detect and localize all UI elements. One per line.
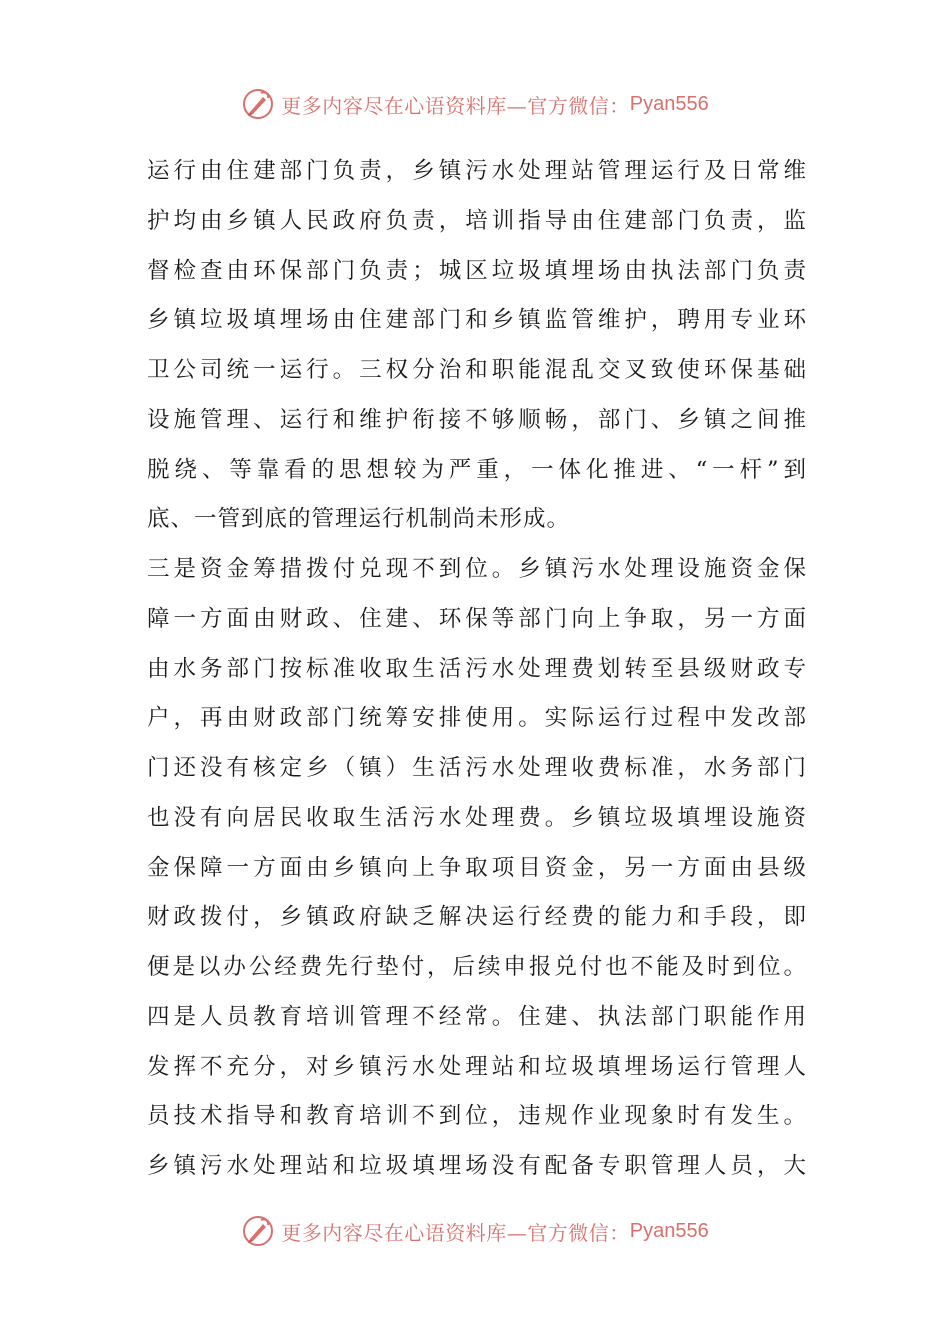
body-line: 三是资金筹措拨付兑现不到位。乡镇污水处理设施资金保 bbox=[147, 556, 807, 582]
pen-nib-icon bbox=[241, 1214, 275, 1248]
body-line: 督检查由环保部门负责；城区垃圾填埋场由执法部门负责 bbox=[147, 257, 807, 284]
body-line: 乡镇污水处理站和垃圾填埋场没有配备专职管理人员，大 bbox=[147, 1153, 807, 1179]
wechat-id: Pyan556 bbox=[629, 92, 709, 115]
body-line: 卫公司统一运行。三权分治和职能混乱交叉致使环保基础 bbox=[147, 357, 807, 383]
document-body bbox=[147, 147, 807, 1192]
banner-text: 更多内容尽在心语资料库—官方微信： bbox=[281, 93, 630, 118]
body-line: 四是人员教育培训管理不经常。住建、执法部门职能作用 bbox=[147, 1003, 807, 1030]
body-line: 乡镇垃圾填埋场由住建部门和乡镇监管维护，聘用专业环 bbox=[147, 307, 807, 334]
body-line: 金保障一方面由乡镇向上争取项目资金，另一方面由县级 bbox=[147, 854, 807, 881]
pen-nib-icon bbox=[241, 87, 275, 121]
body-line: 财政拨付，乡镇政府缺乏解决运行经费的能力和手段，即 bbox=[147, 904, 807, 931]
body-line: 发挥不充分，对乡镇污水处理站和垃圾填埋场运行管理人 bbox=[147, 1053, 807, 1080]
body-line: 户，再由财政部门统筹安排使用。实际运行过程中发改部 bbox=[147, 705, 807, 732]
body-line: 障一方面由财政、住建、环保等部门向上争取，另一方面 bbox=[147, 605, 807, 632]
wechat-id: Pyan556 bbox=[629, 1219, 709, 1242]
body-line: 护均由乡镇人民政府负责，培训指导由住建部门负责，监 bbox=[147, 207, 807, 234]
body-line: 门还没有核定乡（镇）生活污水处理收费标准，水务部门 bbox=[147, 755, 807, 781]
banner-text: 更多内容尽在心语资料库—官方微信： bbox=[281, 1220, 630, 1245]
header-banner bbox=[0, 84, 950, 124]
body-line: 便是以办公经费先行垫付，后续申报兑付也不能及时到位。 bbox=[147, 954, 807, 980]
body-line: 也没有向居民收取生活污水处理费。乡镇垃圾填埋设施资 bbox=[147, 804, 807, 831]
footer-banner bbox=[0, 1211, 950, 1251]
body-line: 设施管理、运行和维护衔接不够顺畅，部门、乡镇之间推 bbox=[147, 406, 807, 433]
body-line: 运行由住建部门负责，乡镇污水处理站管理运行及日常维 bbox=[147, 158, 807, 184]
body-line: 由水务部门按标准收取生活污水处理费划转至县级财政专 bbox=[147, 655, 807, 682]
body-line: 员技术指导和教育培训不到位，违规作业现象时有发生。 bbox=[147, 1103, 807, 1130]
body-line: 脱绕、等靠看的思想较为严重，一体化推进、“一杆”到 bbox=[147, 456, 807, 483]
body-line: 底、一管到底的管理运行机制尚未形成。 bbox=[147, 506, 571, 533]
